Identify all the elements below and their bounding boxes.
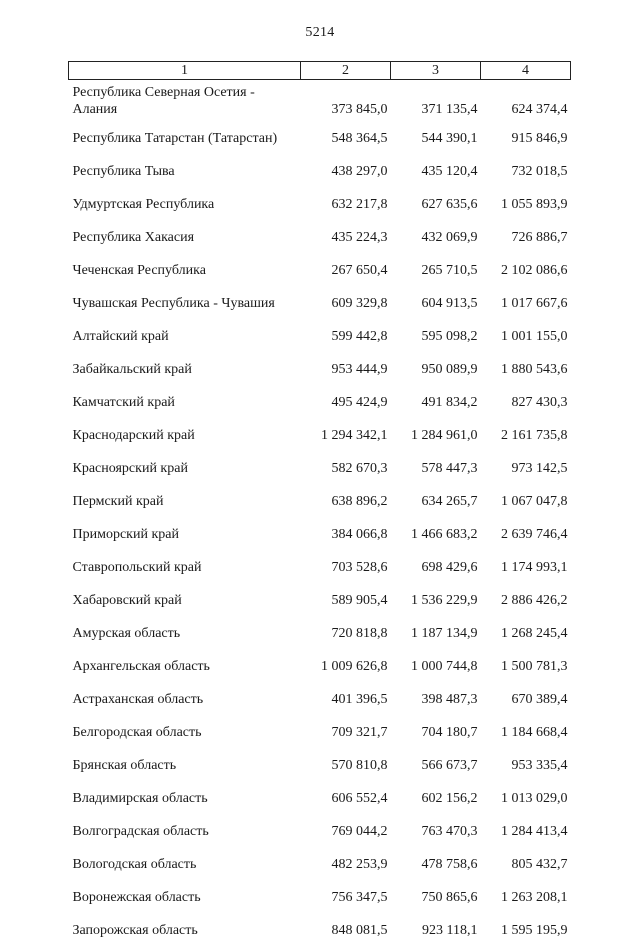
table-row — [69, 152, 571, 185]
col-4-value-cell: 1 001 155,0 — [481, 317, 571, 350]
col-3-value-cell: 398 487,3 — [391, 680, 481, 713]
col-2-value-cell: 606 552,4 — [301, 779, 391, 812]
header-col-1: 1 — [69, 62, 301, 80]
col-3-value-cell: 371 135,4 — [391, 80, 481, 120]
table-row — [69, 80, 571, 120]
col-4-value-cell: 1 284 413,4 — [481, 812, 571, 845]
col-3-value-cell: 1 187 134,9 — [391, 614, 481, 647]
table-row — [69, 515, 571, 548]
col-3-value-cell: 578 447,3 — [391, 449, 481, 482]
col-4-value-cell: 1 017 667,6 — [481, 284, 571, 317]
col-2-value-cell: 638 896,2 — [301, 482, 391, 515]
col-4-value-cell: 670 389,4 — [481, 680, 571, 713]
table-row — [69, 482, 571, 515]
col-2-value-cell: 401 396,5 — [301, 680, 391, 713]
col-4-value-cell: 1 500 781,3 — [481, 647, 571, 680]
header-col-2: 2 — [301, 62, 391, 80]
table-row — [69, 548, 571, 581]
col-4-value-cell: 2 639 746,4 — [481, 515, 571, 548]
budget-table — [68, 61, 571, 944]
col-4-value-cell: 1 268 245,4 — [481, 614, 571, 647]
table-row — [69, 911, 571, 944]
table-row — [69, 350, 571, 383]
col-2-value-cell: 632 217,8 — [301, 185, 391, 218]
table-row — [69, 449, 571, 482]
col-4-value-cell: 1 055 893,9 — [481, 185, 571, 218]
col-3-value-cell: 432 069,9 — [391, 218, 481, 251]
col-3-value-cell: 595 098,2 — [391, 317, 481, 350]
col-4-value-cell: 973 142,5 — [481, 449, 571, 482]
col-2-value-cell: 570 810,8 — [301, 746, 391, 779]
col-4-value-cell: 915 846,9 — [481, 119, 571, 152]
region-name-cell: Астраханская область — [69, 680, 301, 713]
table-row — [69, 812, 571, 845]
col-3-value-cell: 627 635,6 — [391, 185, 481, 218]
table-row — [69, 284, 571, 317]
col-4-value-cell: 2 886 426,2 — [481, 581, 571, 614]
col-4-value-cell: 2 161 735,8 — [481, 416, 571, 449]
col-2-value-cell: 589 905,4 — [301, 581, 391, 614]
col-3-value-cell: 491 834,2 — [391, 383, 481, 416]
col-2-value-cell: 438 297,0 — [301, 152, 391, 185]
col-3-value-cell: 750 865,6 — [391, 878, 481, 911]
header-col-3: 3 — [391, 62, 481, 80]
header-col-4: 4 — [481, 62, 571, 80]
col-3-value-cell: 950 089,9 — [391, 350, 481, 383]
col-4-value-cell: 1 880 543,6 — [481, 350, 571, 383]
col-2-value-cell: 482 253,9 — [301, 845, 391, 878]
region-name-cell: Архангельская область — [69, 647, 301, 680]
col-3-value-cell: 763 470,3 — [391, 812, 481, 845]
region-name-cell: Республика Северная Осетия - Алания — [69, 80, 301, 120]
col-4-value-cell: 2 102 086,6 — [481, 251, 571, 284]
table-body — [69, 80, 571, 944]
col-2-value-cell: 548 364,5 — [301, 119, 391, 152]
col-4-value-cell: 624 374,4 — [481, 80, 571, 120]
col-2-value-cell: 1 009 626,8 — [301, 647, 391, 680]
col-2-value-cell: 373 845,0 — [301, 80, 391, 120]
region-name-cell: Запорожская область — [69, 911, 301, 944]
table-row — [69, 680, 571, 713]
col-2-value-cell: 384 066,8 — [301, 515, 391, 548]
col-2-value-cell: 495 424,9 — [301, 383, 391, 416]
table-row — [69, 185, 571, 218]
region-name-cell: Республика Тыва — [69, 152, 301, 185]
region-name-cell: Воронежская область — [69, 878, 301, 911]
col-3-value-cell: 698 429,6 — [391, 548, 481, 581]
region-name-cell: Хабаровский край — [69, 581, 301, 614]
table-row — [69, 614, 571, 647]
region-name-cell: Белгородская область — [69, 713, 301, 746]
region-name-cell: Алтайский край — [69, 317, 301, 350]
region-name-cell: Чеченская Республика — [69, 251, 301, 284]
region-name-cell: Удмуртская Республика — [69, 185, 301, 218]
region-name-cell: Пермский край — [69, 482, 301, 515]
col-3-value-cell: 478 758,6 — [391, 845, 481, 878]
region-name-cell: Камчатский край — [69, 383, 301, 416]
col-2-value-cell: 709 321,7 — [301, 713, 391, 746]
region-name-cell: Краснодарский край — [69, 416, 301, 449]
table-row — [69, 383, 571, 416]
col-3-value-cell: 602 156,2 — [391, 779, 481, 812]
table-header — [69, 62, 571, 80]
region-name-cell: Республика Хакасия — [69, 218, 301, 251]
col-4-value-cell: 1 184 668,4 — [481, 713, 571, 746]
table-row — [69, 746, 571, 779]
col-2-value-cell: 703 528,6 — [301, 548, 391, 581]
region-name-cell: Ставропольский край — [69, 548, 301, 581]
col-2-value-cell: 848 081,5 — [301, 911, 391, 944]
col-2-value-cell: 769 044,2 — [301, 812, 391, 845]
col-3-value-cell: 1 536 229,9 — [391, 581, 481, 614]
table-row — [69, 218, 571, 251]
col-4-value-cell: 1 067 047,8 — [481, 482, 571, 515]
col-4-value-cell: 726 886,7 — [481, 218, 571, 251]
col-2-value-cell: 756 347,5 — [301, 878, 391, 911]
table-row — [69, 581, 571, 614]
col-2-value-cell: 582 670,3 — [301, 449, 391, 482]
col-4-value-cell: 827 430,3 — [481, 383, 571, 416]
col-4-value-cell: 732 018,5 — [481, 152, 571, 185]
col-2-value-cell: 609 329,8 — [301, 284, 391, 317]
table-row — [69, 317, 571, 350]
table-row — [69, 119, 571, 152]
col-3-value-cell: 435 120,4 — [391, 152, 481, 185]
col-3-value-cell: 923 118,1 — [391, 911, 481, 944]
col-4-value-cell: 953 335,4 — [481, 746, 571, 779]
table-row — [69, 779, 571, 812]
col-3-value-cell: 634 265,7 — [391, 482, 481, 515]
col-3-value-cell: 1 000 744,8 — [391, 647, 481, 680]
region-name-cell: Амурская область — [69, 614, 301, 647]
region-name-cell: Вологодская область — [69, 845, 301, 878]
region-name-cell: Волгоградская область — [69, 812, 301, 845]
col-3-value-cell: 544 390,1 — [391, 119, 481, 152]
col-3-value-cell: 1 284 961,0 — [391, 416, 481, 449]
table-row — [69, 878, 571, 911]
col-2-value-cell: 1 294 342,1 — [301, 416, 391, 449]
table-row — [69, 251, 571, 284]
region-name-cell: Брянская область — [69, 746, 301, 779]
col-4-value-cell: 1 595 195,9 — [481, 911, 571, 944]
table-row — [69, 845, 571, 878]
region-name-cell: Приморский край — [69, 515, 301, 548]
col-2-value-cell: 720 818,8 — [301, 614, 391, 647]
col-3-value-cell: 604 913,5 — [391, 284, 481, 317]
table-row — [69, 647, 571, 680]
col-2-value-cell: 267 650,4 — [301, 251, 391, 284]
region-name-cell: Забайкальский край — [69, 350, 301, 383]
table-row — [69, 713, 571, 746]
col-3-value-cell: 1 466 683,2 — [391, 515, 481, 548]
region-name-cell: Чувашская Республика - Чувашия — [69, 284, 301, 317]
col-3-value-cell: 265 710,5 — [391, 251, 481, 284]
header-row — [69, 62, 571, 80]
page-number: 5214 — [0, 25, 640, 41]
col-4-value-cell: 1 263 208,1 — [481, 878, 571, 911]
col-2-value-cell: 599 442,8 — [301, 317, 391, 350]
col-2-value-cell: 953 444,9 — [301, 350, 391, 383]
col-4-value-cell: 1 013 029,0 — [481, 779, 571, 812]
col-3-value-cell: 704 180,7 — [391, 713, 481, 746]
region-name-cell: Республика Татарстан (Татарстан) — [69, 119, 301, 152]
table-row — [69, 416, 571, 449]
region-name-cell: Владимирская область — [69, 779, 301, 812]
col-2-value-cell: 435 224,3 — [301, 218, 391, 251]
col-4-value-cell: 805 432,7 — [481, 845, 571, 878]
col-3-value-cell: 566 673,7 — [391, 746, 481, 779]
region-name-cell: Красноярский край — [69, 449, 301, 482]
col-4-value-cell: 1 174 993,1 — [481, 548, 571, 581]
